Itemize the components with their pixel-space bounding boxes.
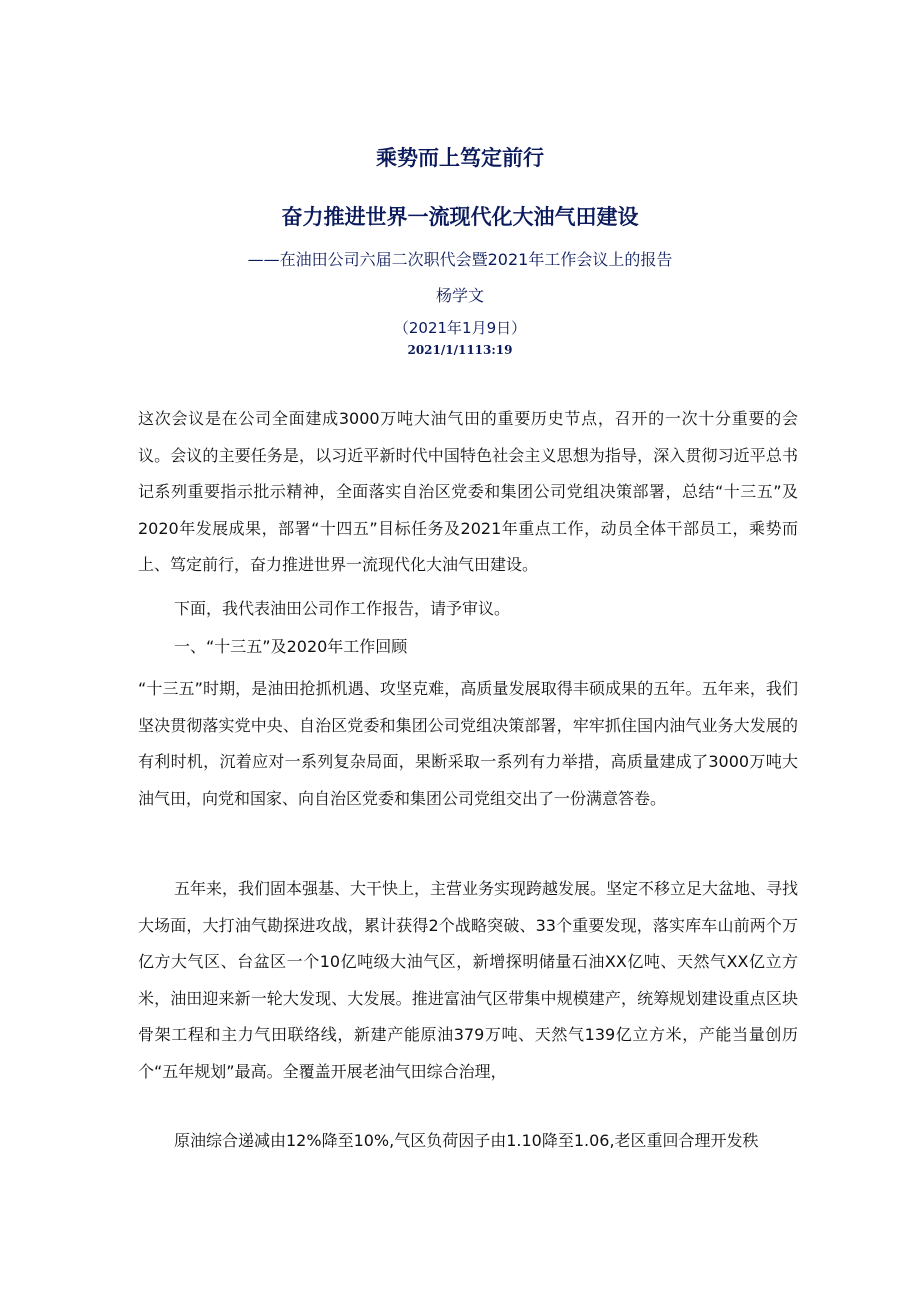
section-heading-review: 一、“十三五”及2020年工作回顾 (174, 637, 408, 656)
document-title-line1: 乘势而上笃定前行 (376, 146, 544, 170)
document-timestamp: 2021/1/1113:19 (407, 343, 513, 357)
document-subtitle: ——在油田公司六届二次职代会暨2021年工作会议上的报告 (247, 250, 673, 269)
paragraph-five-years: 五年来，我们固本强基、大干快上，主营业务实现跨越发展。坚定不移立足大盆地、寻找大场面，大打油气勘探进攻战，累计获得2个战略突破、33个重要发现，落实库车山前两个万亿方大气区、台盆区一个10亿吨级大油气区，新增探明储量石油XX亿吨、天然气XX亿立方米，油田迎来新一轮大发现、大发展。推进富油气区带集中规模建产，统筹规划建设重点区块骨架工程和主力气田联络线，新建产能原油379万吨、天然气139亿立方米，产能当量创历个“五年规划”最高。全覆盖开展老油气田综合治理， (138, 879, 799, 1081)
document-title-line2: 奋力推进世界一流现代化大油气田建设 (281, 205, 639, 229)
paragraph-report-statement: 下面，我代表油田公司作工作报告，请予审议。 (174, 599, 511, 618)
paragraph-intro: 这次会议是在公司全面建成3000万吨大油气田的重要历史节点，召开的一次十分重要的会议。会议的主要任务是，以习近平新时代中国特色社会主义思想为指导，深入贯彻习近平总书记系列重要指示批示精神，全面落实自治区党委和集团公司党组决策部署，总结“十三五”及2020年发展成果，部署“十四五”目标任务及2021年重点工作，动员全体干部员工，乘势而上、笃定前行，奋力推进世界一流现代化大油气田建设。 (138, 409, 798, 575)
document-date: （2021年1月9日） (393, 319, 527, 337)
document-author: 杨学文 (435, 286, 484, 305)
paragraph-13th-five-year: “十三五”时期，是油田抢抓机遇、攻坚克难，高质量发展取得丰硕成果的五年。五年来，我们坚决贯彻落实党中央、自治区党委和集团公司党组决策部署，牢牢抓住国内油气业务大发展的有利时机，沉着应对一系列复杂局面，果断采取一系列有力举措，高质量建成了3000万吨大油气田，向党和国家、向自治区党委和集团公司党组交出了一份满意答卷。 (138, 679, 798, 808)
paragraph-decline-rate: 原油综合递减由12%降至10%,气区负荷因子由1.10降至1.06,老区重回合理开发秩 (174, 1131, 759, 1150)
